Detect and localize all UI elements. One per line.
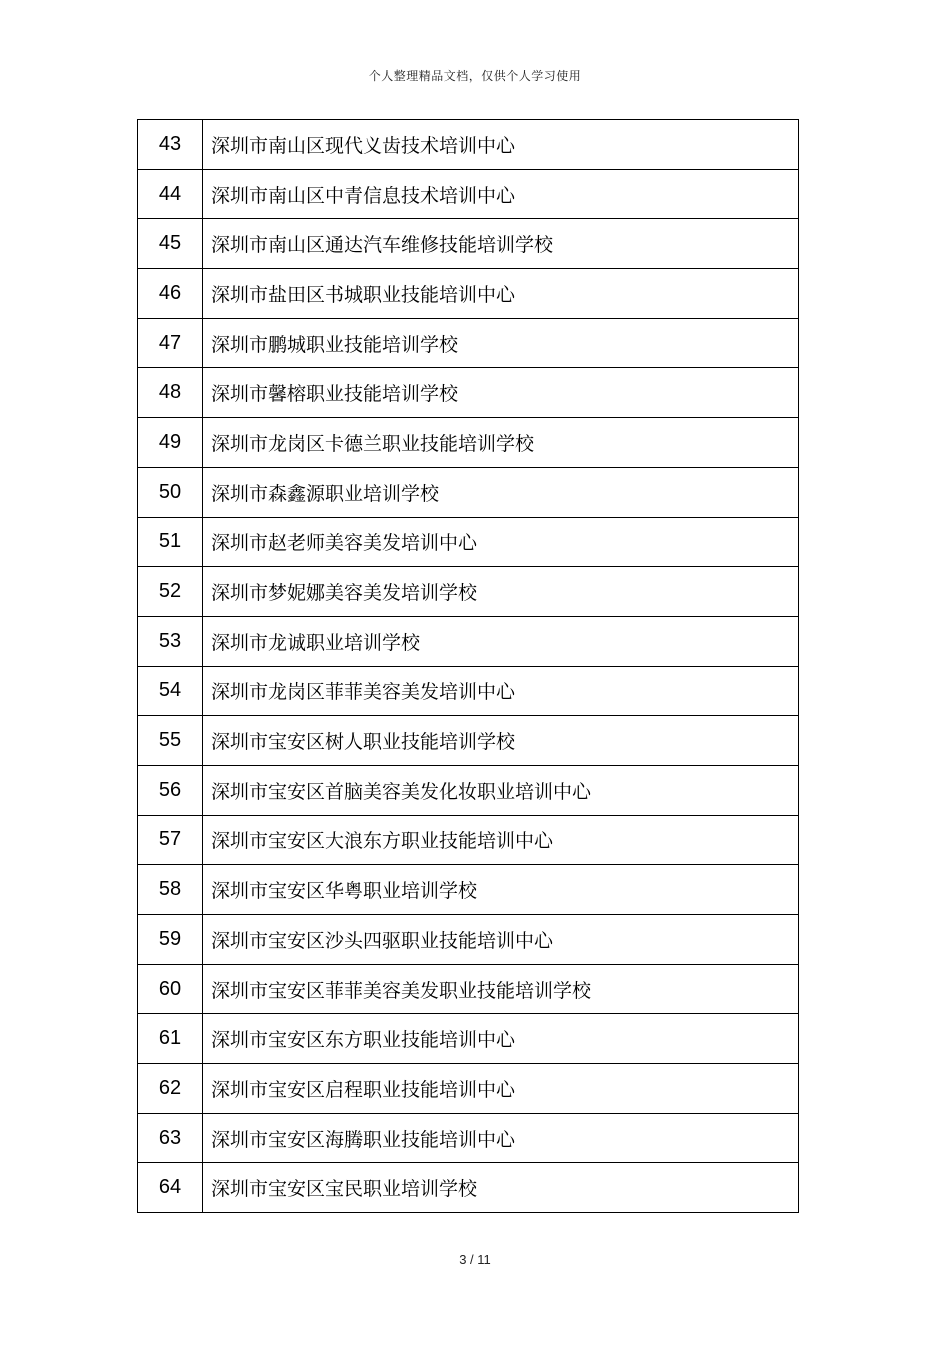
row-number: 63 [138, 1113, 203, 1163]
institution-name: 深圳市馨榕职业技能培训学校 [203, 368, 799, 418]
table-row [138, 765, 799, 815]
row-number: 56 [138, 765, 203, 815]
row-number: 64 [138, 1163, 203, 1213]
institution-name: 深圳市宝安区首脑美容美发化妆职业培训中心 [203, 765, 799, 815]
row-number: 58 [138, 865, 203, 915]
row-number: 46 [138, 269, 203, 319]
row-number: 50 [138, 467, 203, 517]
table-row [138, 915, 799, 965]
table-row [138, 1113, 799, 1163]
table-row [138, 616, 799, 666]
institution-name: 深圳市梦妮娜美容美发培训学校 [203, 567, 799, 617]
table-row [138, 567, 799, 617]
institution-name: 深圳市龙岗区菲菲美容美发培训中心 [203, 666, 799, 716]
institution-name: 深圳市南山区现代义齿技术培训中心 [203, 120, 799, 170]
row-number: 51 [138, 517, 203, 567]
table-row [138, 666, 799, 716]
table-row [138, 269, 799, 319]
row-number: 62 [138, 1064, 203, 1114]
page-header-note: 个人整理精品文档，仅供个人学习使用 [368, 69, 582, 83]
table-row [138, 815, 799, 865]
institution-name: 深圳市宝安区华粤职业培训学校 [203, 865, 799, 915]
institution-name: 深圳市宝安区东方职业技能培训中心 [203, 1014, 799, 1064]
row-number: 49 [138, 418, 203, 468]
row-number: 43 [138, 120, 203, 170]
institution-name: 深圳市南山区通达汽车维修技能培训学校 [203, 219, 799, 269]
institution-name: 深圳市宝安区海腾职业技能培训中心 [203, 1113, 799, 1163]
table-row [138, 418, 799, 468]
row-number: 53 [138, 616, 203, 666]
table-row [138, 120, 799, 170]
institution-name: 深圳市龙岗区卡德兰职业技能培训学校 [203, 418, 799, 468]
table-row [138, 318, 799, 368]
row-number: 54 [138, 666, 203, 716]
institution-name: 深圳市宝安区宝民职业培训学校 [203, 1163, 799, 1213]
table-row [138, 219, 799, 269]
page-number: 3 / 11 [459, 1252, 491, 1267]
table-row [138, 368, 799, 418]
row-number: 52 [138, 567, 203, 617]
table-row [138, 716, 799, 766]
institution-name: 深圳市盐田区书城职业技能培训中心 [203, 269, 799, 319]
institution-name: 深圳市宝安区大浪东方职业技能培训中心 [203, 815, 799, 865]
table-row [138, 865, 799, 915]
training-institutions-table [137, 119, 799, 1213]
table-row [138, 169, 799, 219]
institution-name: 深圳市鹏城职业技能培训学校 [203, 318, 799, 368]
row-number: 47 [138, 318, 203, 368]
row-number: 57 [138, 815, 203, 865]
row-number: 55 [138, 716, 203, 766]
institution-name: 深圳市森鑫源职业培训学校 [203, 467, 799, 517]
institution-name: 深圳市龙诚职业培训学校 [203, 616, 799, 666]
row-number: 59 [138, 915, 203, 965]
table-row [138, 1064, 799, 1114]
table-row [138, 964, 799, 1014]
row-number: 44 [138, 169, 203, 219]
institution-name: 深圳市宝安区菲菲美容美发职业技能培训学校 [203, 964, 799, 1014]
institution-name: 深圳市赵老师美容美发培训中心 [203, 517, 799, 567]
institution-name: 深圳市宝安区沙头四驱职业技能培训中心 [203, 915, 799, 965]
table-row [138, 1014, 799, 1064]
institution-name: 深圳市宝安区启程职业技能培训中心 [203, 1064, 799, 1114]
row-number: 60 [138, 964, 203, 1014]
row-number: 45 [138, 219, 203, 269]
institution-name: 深圳市南山区中青信息技术培训中心 [203, 169, 799, 219]
row-number: 48 [138, 368, 203, 418]
table-row [138, 467, 799, 517]
row-number: 61 [138, 1014, 203, 1064]
institution-name: 深圳市宝安区树人职业技能培训学校 [203, 716, 799, 766]
table-row [138, 517, 799, 567]
table-body [138, 120, 799, 1213]
table-row [138, 1163, 799, 1213]
